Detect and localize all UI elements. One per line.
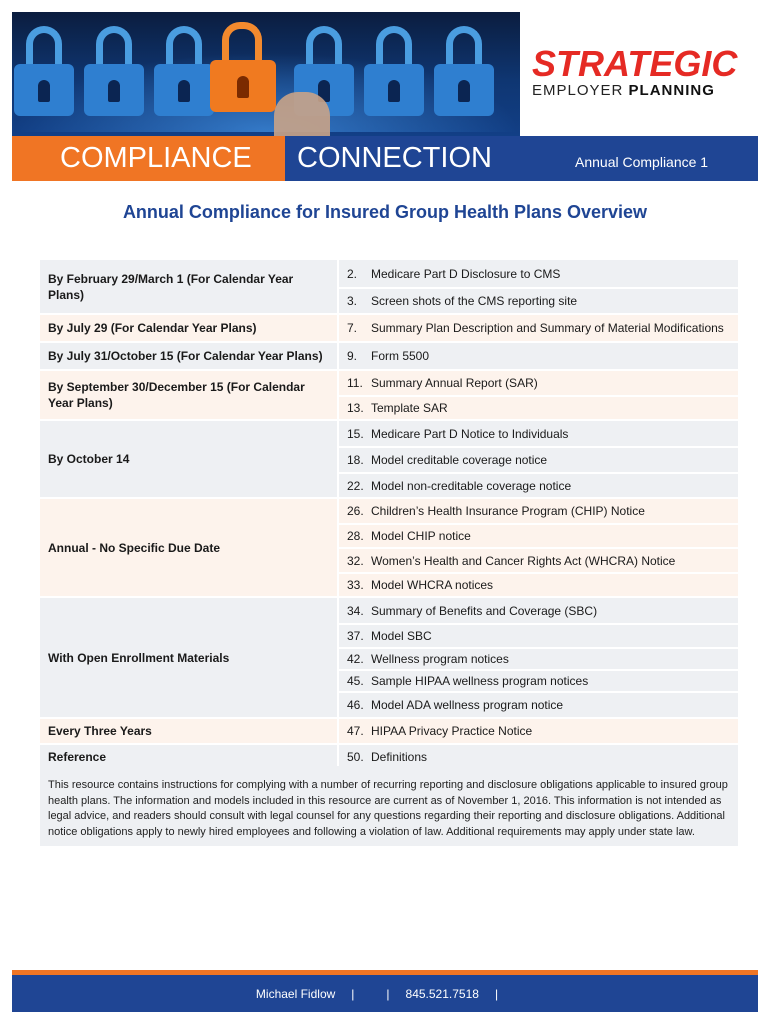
item-number: 26.	[347, 504, 364, 518]
title-band	[12, 136, 758, 181]
item-text: Model ADA wellness program notice	[371, 698, 564, 712]
list-item	[339, 472, 738, 497]
item-number: 33.	[347, 578, 364, 592]
padlock-icon	[434, 26, 494, 116]
item-text: Summary Plan Description and Summary of Material Modifications	[371, 321, 724, 335]
item-text: Form 5500	[371, 349, 430, 363]
item-text: Women’s Health and Cancer Rights Act (WHCRA) Notice	[371, 553, 676, 568]
item-text: Model SBC	[371, 629, 432, 643]
list-item	[339, 371, 738, 395]
list-item	[339, 523, 738, 547]
list-item	[339, 395, 738, 419]
list-item	[339, 669, 738, 691]
contact-phone: 845.521.7518	[405, 986, 479, 1001]
item-text: Sample HIPAA wellness program notices	[371, 674, 589, 688]
item-number: 46.	[347, 698, 364, 712]
item-number: 7.	[347, 321, 358, 335]
deadline-label: By October 14	[40, 421, 339, 497]
table-row	[40, 497, 738, 596]
item-number: 22.	[347, 478, 364, 493]
list-item	[339, 315, 738, 341]
disclaimer-text: This resource contains instructions for complying with a number of recurring reporting and disclosure obligations applicable to insured group health plans. The information and models included in this resource are current as of November 1, 2016. This information is not intended as legal advice, and readers should consult with legal counsel for any questions regarding their reporting and disclosure obligations. Additional notice obligations apply to newly hired employees and following a violation of law. Additional requirements may apply under state law.	[40, 766, 738, 846]
deadline-label: Every Three Years	[40, 719, 339, 743]
padlock-icon	[84, 26, 144, 116]
item-number: 32.	[347, 553, 364, 568]
item-text: Medicare Part D Notice to Individuals	[371, 426, 569, 441]
table-row	[40, 419, 738, 497]
contact-name: Michael Fidlow	[255, 986, 336, 1001]
item-number: 34.	[347, 603, 364, 618]
logo-wordmark: STRATEGIC	[532, 43, 738, 84]
deadline-label: By September 30/December 15 (For Calendar Year Plans)	[40, 371, 339, 419]
list-item	[339, 572, 738, 596]
item-text: Model non-creditable coverage notice	[371, 478, 572, 493]
table-row	[40, 717, 738, 743]
table-row	[40, 313, 738, 341]
item-text: Wellness program notices	[371, 652, 509, 666]
list-item	[339, 499, 738, 523]
item-text: Medicare Part D Disclosure to CMS	[371, 266, 561, 281]
item-text: Summary Annual Report (SAR)	[371, 376, 538, 390]
table-row	[40, 258, 738, 313]
padlock-icon	[154, 26, 214, 116]
list-item	[339, 343, 738, 369]
list-item	[339, 446, 738, 472]
footer	[12, 975, 758, 1012]
item-number: 47.	[347, 724, 364, 738]
banner-connection-text: CONNECTION	[297, 142, 492, 174]
list-item	[339, 547, 738, 572]
item-number: 18.	[347, 453, 364, 467]
item-text: Screen shots of the CMS reporting site	[371, 294, 578, 308]
banner-compliance: COMPLIANCE	[12, 136, 285, 181]
footer-separator: |	[386, 986, 390, 1001]
item-number: 45.	[347, 674, 364, 688]
list-item	[339, 647, 738, 669]
item-text: Model CHIP notice	[371, 529, 471, 543]
banner-connection	[285, 136, 758, 181]
item-number: 13.	[347, 401, 364, 415]
list-item	[339, 598, 738, 623]
deadline-label: With Open Enrollment Materials	[40, 598, 339, 717]
hero-image	[12, 12, 520, 136]
item-number: 28.	[347, 529, 364, 543]
padlock-icon	[14, 26, 74, 116]
banner-label: Annual Compliance 1	[575, 153, 709, 170]
item-text: Definitions	[371, 750, 428, 764]
item-number: 15.	[347, 426, 364, 441]
item-number: 42.	[347, 652, 364, 666]
item-text: Template SAR	[371, 401, 448, 415]
item-number: 2.	[347, 266, 358, 281]
padlock-icon-orange	[210, 22, 276, 112]
item-number: 9.	[347, 349, 358, 363]
item-text: Children’s Health Insurance Program (CHIP) Notice	[371, 504, 645, 518]
table-row	[40, 596, 738, 717]
list-item	[339, 260, 738, 287]
padlock-icon	[364, 26, 424, 116]
item-text: Summary of Benefits and Coverage (SBC)	[371, 603, 598, 618]
page-title: Annual Compliance for Insured Group Health Plans Overview	[122, 202, 648, 222]
table-row	[40, 369, 738, 419]
list-item	[339, 421, 738, 446]
footer-separator: |	[351, 986, 355, 1001]
table-row	[40, 341, 738, 369]
item-number: 50.	[347, 750, 364, 764]
item-text: HIPAA Privacy Practice Notice	[371, 724, 533, 738]
item-text: Model WHCRA notices	[371, 578, 494, 592]
item-number: 11.	[347, 376, 363, 390]
deadline-label: Reference	[40, 745, 339, 769]
compliance-table	[40, 258, 738, 769]
logo-subtitle: EMPLOYER PLANNING	[532, 82, 715, 99]
list-item	[339, 623, 738, 647]
deadline-label: By July 29 (For Calendar Year Plans)	[40, 315, 339, 341]
item-number: 3.	[347, 294, 358, 308]
item-number: 37.	[347, 629, 364, 643]
company-logo	[532, 43, 748, 106]
footer-separator: |	[494, 986, 499, 1001]
list-item	[339, 287, 738, 313]
list-item	[339, 719, 738, 743]
deadline-label: By July 31/October 15 (For Calendar Year Plans)	[40, 343, 339, 369]
deadline-label: By February 29/March 1 (For Calendar Year Plans)	[40, 260, 339, 313]
list-item	[339, 691, 738, 717]
hand-icon	[274, 92, 330, 136]
deadline-label: Annual - No Specific Due Date	[40, 499, 339, 596]
item-text: Model creditable coverage notice	[371, 453, 548, 467]
